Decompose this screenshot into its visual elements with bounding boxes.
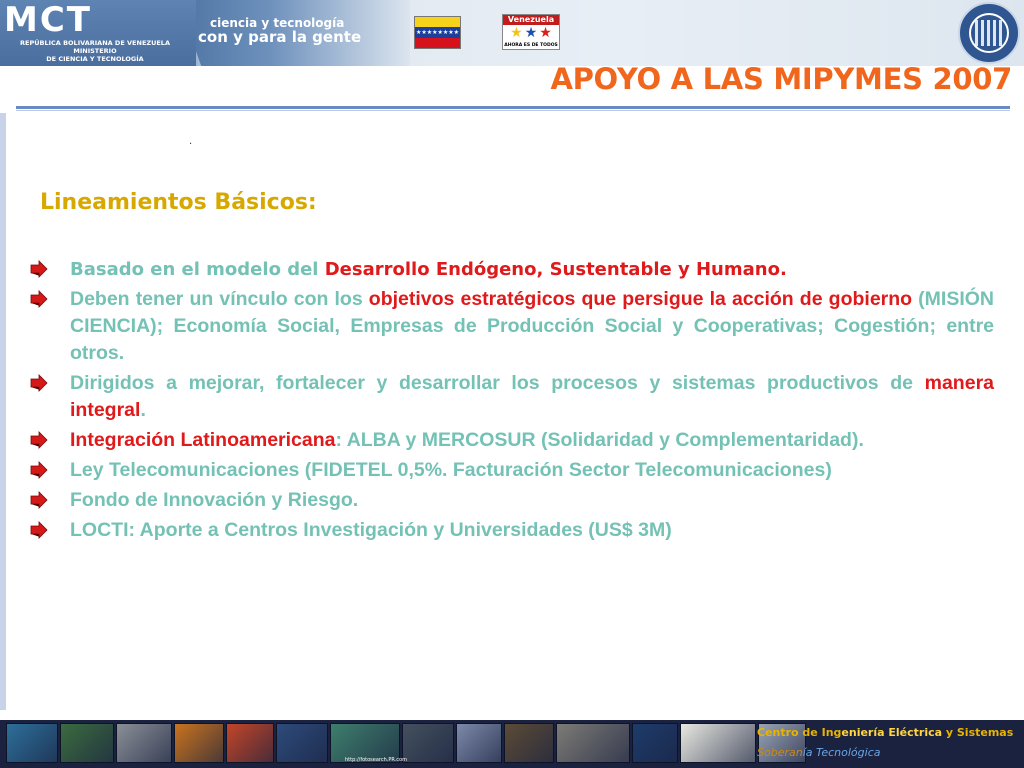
campaign-logo-top: Venezuela (503, 15, 559, 25)
bullet-item (30, 427, 994, 454)
footer-photo-thumbnail (6, 723, 58, 763)
campaign-logo (502, 14, 560, 50)
logo-line-1: REPÚBLICA BOLIVARIANA DE VENEZUELA (20, 39, 170, 47)
footer-sub-part2: ía Tecnológica (802, 746, 881, 759)
red-arrow-bullet-icon (30, 374, 48, 392)
footer-mini-caption: http://fotosearch.PR.com (345, 757, 407, 763)
bullet-text: Dirigidos a mejorar, fortalecer y desarrollar los procesos y sistemas productivos de (70, 372, 925, 394)
footer-photo-thumbnail (456, 723, 502, 763)
bullet-text-end: (MISIÓN CIENCIA); Economía Social, Empresas de Producción Social y Cooperativas; Cogestión; entre otros. (70, 288, 995, 364)
footer-label-part3: y Sistemas (945, 726, 1014, 739)
bullet-text: Deben tener un vínculo con los (70, 288, 369, 310)
footer-subtitle (757, 746, 881, 760)
footer-photo-thumbnail (680, 723, 756, 763)
red-arrow-bullet-icon (30, 260, 48, 278)
section-heading: Lineamientos Básicos: (40, 190, 317, 215)
header-banner (0, 0, 1024, 66)
title-divider (16, 106, 1010, 109)
bullet-text: Fondo de Innovación y Riesgo. (70, 489, 359, 511)
ministry-logo (0, 0, 196, 66)
logo-line-3: DE CIENCIA Y TECNOLOGÍA (46, 55, 144, 63)
footer-photo-thumbnail (556, 723, 630, 763)
logo-line-2: MINISTERIO (73, 47, 117, 55)
bullet-item (30, 517, 994, 544)
footer-label-part2: eniería Eléctrica (841, 726, 946, 739)
bullet-text: Basado en el modelo del (70, 259, 325, 280)
footer-sub-part1: Soberan (757, 746, 803, 759)
footer-photo-thumbnail (504, 723, 554, 763)
red-arrow-bullet-icon (30, 431, 48, 449)
red-arrow-bullet-icon (30, 491, 48, 509)
footer-photo-thumbnail (116, 723, 172, 763)
red-arrow-bullet-icon (30, 290, 48, 308)
red-arrow-bullet-icon (30, 521, 48, 539)
bullet-highlight: Integración Latinoamericana (70, 429, 336, 451)
logo-letters: MCT (4, 0, 92, 40)
footer-label-part1: Centro de Ing (757, 726, 842, 739)
slide-title: APOYO A LAS MIPYMES 2007 (550, 62, 1012, 96)
bullet-text-end: . (779, 259, 787, 280)
left-accent-line (0, 113, 6, 710)
bullet-text: Ley Telecomunicaciones (FIDETEL 0,5%. Facturación Sector Telecomunicaciones) (70, 459, 832, 481)
bullet-item (30, 487, 994, 514)
footer-photo-thumbnail (60, 723, 114, 763)
bullet-item (30, 370, 994, 424)
slogan-line-1: ciencia y tecnología (210, 16, 345, 30)
bullet-list (30, 256, 994, 544)
bullet-item (30, 457, 994, 484)
foundation-seal-icon (958, 2, 1020, 64)
footer-photo-thumbnail (226, 723, 274, 763)
footer-photo-thumbnail (276, 723, 328, 763)
bullet-highlight: Desarrollo Endógeno, Sustentable y Humano (324, 259, 780, 280)
venezuela-flag-icon: ★★★★★★★★ (414, 16, 461, 49)
bullet-text-end: : ALBA y MERCOSUR (Solidaridad y Complementaridad). (335, 429, 864, 451)
campaign-logo-bottom: AHORA ES DE TODOS (504, 43, 558, 48)
bullet-item (30, 256, 994, 283)
bullet-item (30, 286, 994, 367)
footer-label (757, 726, 1013, 740)
slogan-line-2: con y para la gente (198, 28, 362, 46)
stray-dot: . (189, 136, 193, 147)
people-icon: ★ ★ ★ (510, 25, 552, 41)
footer-photo-thumbnail (632, 723, 678, 763)
bullet-text-end: . (140, 399, 146, 421)
bullet-highlight: manera integral (70, 372, 994, 421)
red-arrow-bullet-icon (30, 461, 48, 479)
title-divider-thin (16, 110, 1010, 111)
bullet-highlight: objetivos estratégicos que persigue la acción de gobierno (368, 288, 913, 310)
bullet-text: LOCTI: Aporte a Centros Investigación y Universidades (US$ 3M) (70, 519, 672, 541)
footer-photo-thumbnail (402, 723, 454, 763)
footer-photo-thumbnail (174, 723, 224, 763)
